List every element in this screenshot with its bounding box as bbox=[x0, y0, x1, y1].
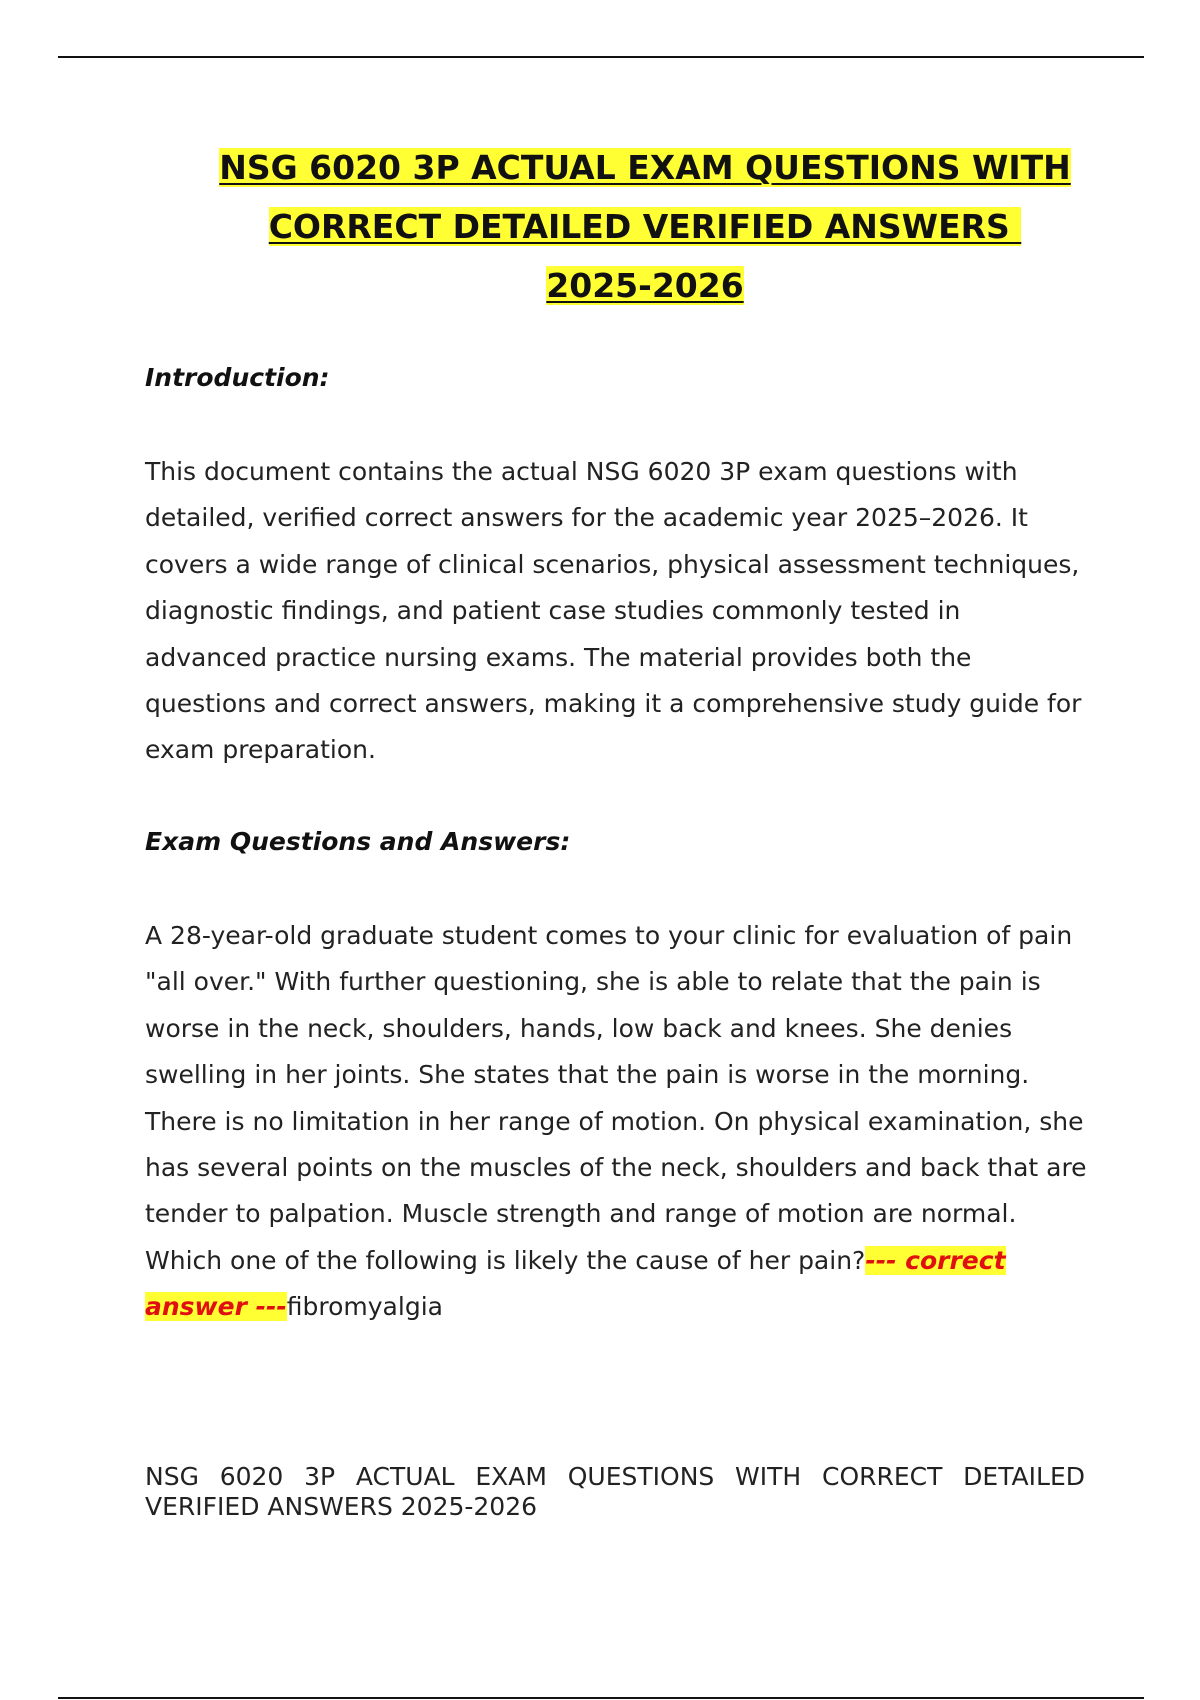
bottom-rule bbox=[58, 1697, 1144, 1699]
top-rule bbox=[58, 56, 1144, 58]
exam-heading: Exam Questions and Answers: bbox=[145, 827, 571, 856]
title-line-3: 2025-2026 bbox=[546, 266, 744, 305]
introduction-heading: Introduction: bbox=[145, 363, 330, 392]
answer-text: fibromyalgia bbox=[286, 1292, 443, 1322]
question-text: A 28-year-old graduate student comes to your clinic for evaluation of pain "all over." With further questioning, she is able to relate that the pain is worse in the neck, shoulders, hands, low back and knees. She denies swelling in her joints. She states that the pain is worse in the morning. There is no limitation in her range of motion. On physical examination, she has several points on the muscles of the neck, shoulders and back that are tender to palpation. Muscle strength and range of motion are normal. Which one of the following is likely the cause of her pain? bbox=[145, 921, 1087, 1275]
introduction-body: This document contains the actual NSG 6020 3P exam questions with detailed, verified correct answers for the academic year 2025–2026. It covers a wide range of clinical scenarios, physical assessment techniques, diagnostic findings, and patient case studies commonly tested in advanced practice nursing exams. The material provides both the questions and correct answers, making it a comprehensive study guide for exam preparation. bbox=[145, 457, 1082, 765]
title-line-2: CORRECT DETAILED VERIFIED ANSWERS bbox=[268, 207, 1022, 246]
title-line-1: NSG 6020 3P ACTUAL EXAM QUESTIONS WITH bbox=[219, 148, 1071, 187]
page-footer: NSG 6020 3P ACTUAL EXAM QUESTIONS WITH CORRECT DETAILED VERIFIED ANSWERS 2025-2026 bbox=[145, 1462, 1085, 1521]
document-title bbox=[145, 138, 1145, 315]
question-block bbox=[145, 913, 1090, 1331]
correct-answer-marker: --- correct answer --- bbox=[145, 1245, 1006, 1322]
